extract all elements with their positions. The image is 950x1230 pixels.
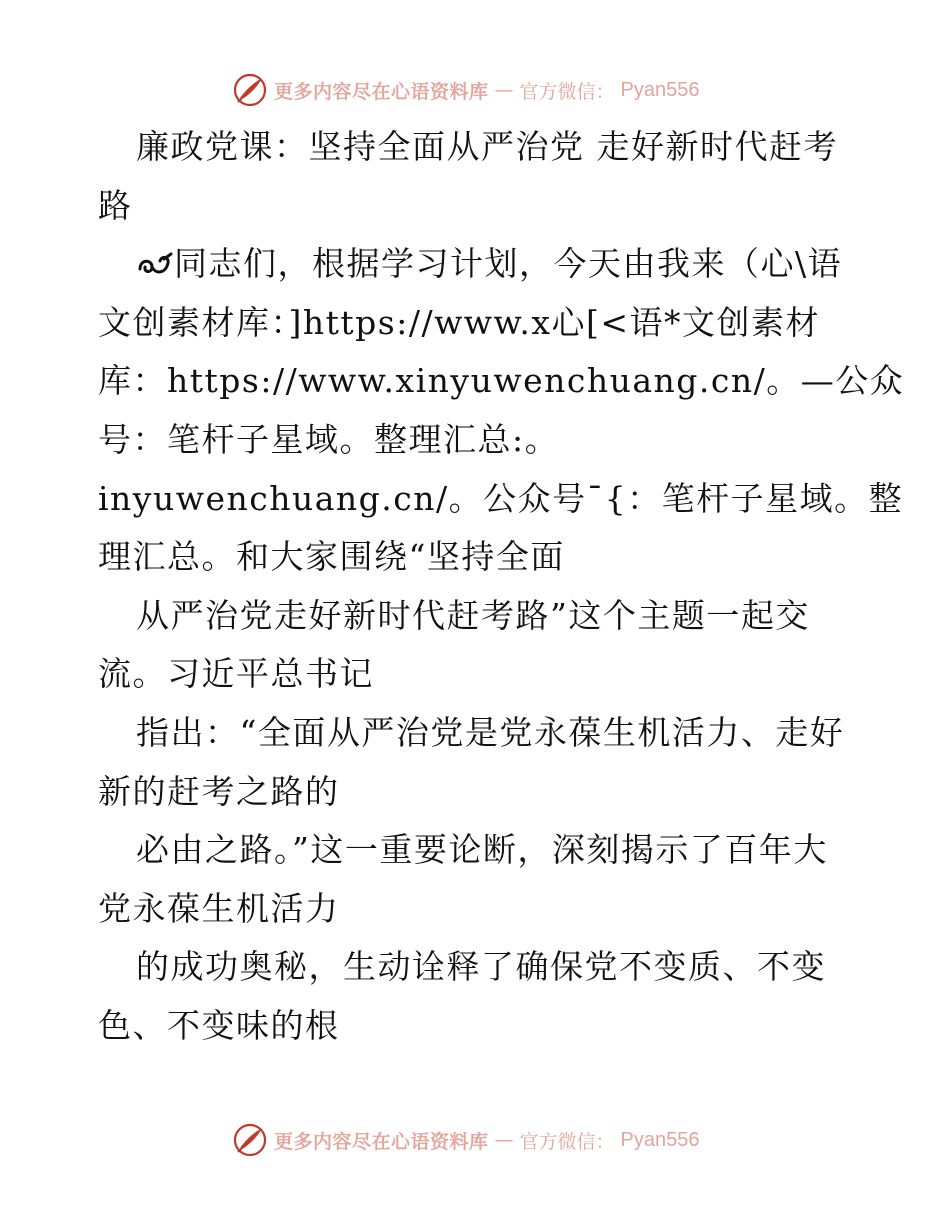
doc-line: inyuwenchuang.cn/。公众号¯{：笔杆子星域。整 xyxy=(98,478,904,518)
banner-wechat-id: Pyan556 xyxy=(620,1128,700,1151)
doc-line-title: 廉政党课：坚持全面从严治党 走好新时代赶考 xyxy=(136,127,838,166)
doc-line: 流。习近平总书记 xyxy=(98,654,374,694)
banner-dash: — xyxy=(494,1129,514,1151)
doc-line: 色、不变味的根 xyxy=(98,1005,340,1045)
banner-wechat-id: Pyan556 xyxy=(620,78,700,101)
quill-logo-icon xyxy=(232,72,268,108)
banner-wechat-label: 官方微信： xyxy=(519,80,615,103)
banner-dash: — xyxy=(494,79,514,101)
doc-line: 必由之路。”这一重要论断，深刻揭示了百年大 xyxy=(136,830,828,870)
doc-line: 文创素材库：]https://www.x心[<语*文创素材 xyxy=(98,302,821,342)
doc-line: 理汇总。和大家围绕“坚持全面 xyxy=(98,537,565,577)
header-banner xyxy=(232,70,700,110)
footer-banner xyxy=(232,1120,700,1160)
document-body xyxy=(98,118,905,1056)
doc-line: 库：https://www.xinyuwenchuang.cn/。—公众 xyxy=(98,361,905,401)
quill-logo-icon xyxy=(232,1122,268,1158)
swirl-ornament-icon xyxy=(136,249,174,279)
banner-main-text: 更多内容尽在心语资料库 xyxy=(274,1130,489,1153)
doc-line-text: 同志们，根据学习计划，今天由我来（心\语 xyxy=(174,244,843,284)
doc-line: 的成功奥秘，生动诠释了确保党不变质、不变 xyxy=(136,947,826,987)
doc-line: 党永葆生机活力 xyxy=(98,888,340,928)
doc-line: 指出：“全面从严治党是党永葆生机活力、走好 xyxy=(136,712,845,752)
banner-main-text: 更多内容尽在心语资料库 xyxy=(274,80,489,103)
doc-line: 从严治党走好新时代赶考路”这个主题一起交 xyxy=(136,595,810,635)
banner-wechat-label: 官方微信： xyxy=(519,1130,615,1153)
doc-line-title-cont: 路 xyxy=(98,185,133,225)
doc-line xyxy=(98,235,858,294)
doc-line: 号：笔杆子星域。整理汇总:。 xyxy=(98,419,560,459)
doc-line: 新的赶考之路的 xyxy=(98,771,340,811)
